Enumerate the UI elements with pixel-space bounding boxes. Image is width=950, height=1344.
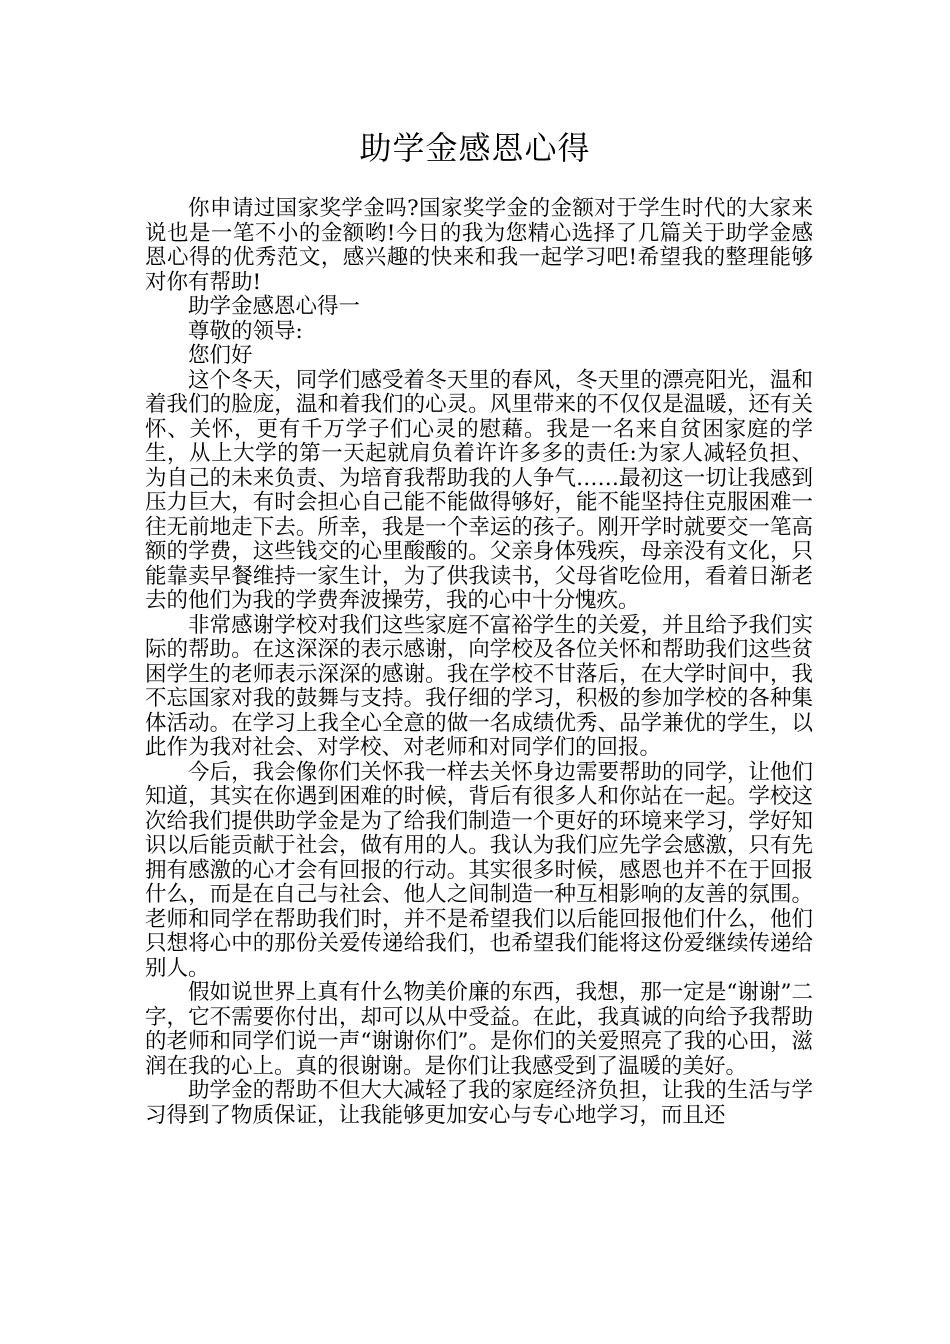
- paragraph-intro: 你申请过国家奖学金吗?国家奖学金的金额对于学生时代的大家来说也是一笔不小的金额哟!今日的我为您精心选择了几篇关于助学金感恩心得的优秀范文，感兴趣的快来和我一起学习吧!希望我的整理能够对你有帮助!: [145, 196, 813, 295]
- paragraph-section-heading: 助学金感恩心得一: [188, 294, 361, 319]
- paragraph-greeting: 您们好: [188, 343, 253, 368]
- paragraph-body-2: 非常感谢学校对我们这些家庭不富裕学生的关爱，并且给予我们实际的帮助。在这深深的表示感谢，向学校及各位关怀和帮助我们这些贫困学生的老师表示深深的感谢。我在学校不甘落后，在大学时间中，我不忘国家对我的鼓舞与支持。我仔细的学习，积极的参加学校的各种集体活动。在学习上我全心全意的做一名成绩优秀、品学兼优的学生，以此作为我对社会、对学校、对老师和对同学们的回报。: [145, 612, 813, 760]
- document-title: 助学金感恩心得: [359, 129, 591, 167]
- paragraph-salutation: 尊敬的领导:: [188, 318, 303, 344]
- paragraph-body-5: 助学金的帮助不但大大减轻了我的家庭经济负担，让我的生活与学习得到了物质保证，让我能够更加安心与专心地学习，而且还: [145, 1078, 813, 1128]
- paragraph-body-1: 这个冬天，同学们感受着冬天里的春风，冬天里的漂亮阳光，温和着我们的脸庞，温和着我们的心灵。风里带来的不仅仅是温暖，还有关怀、关怀，更有千万学子们心灵的慰藉。我是一名来自贫困家庭的学生，从上大学的第一天起就肩负着许许多多的责任:为家人减轻负担、为自己的未来负责、为培育我帮助我的人争气……最初这一切让我感到压力巨大，有时会担心自己能不能做得够好，能不能坚持住克服困难一往无前地走下去。所幸，我是一个幸运的孩子。刚开学时就要交一笔高额的学费，这些钱交的心里酸酸的。父亲身体残疾，母亲没有文化，只能靠卖早餐维持一家生计，为了供我读书，父母省吃俭用，看着日渐老去的他们为我的学费奔波操劳，我的心中十分愧疚。: [145, 367, 813, 613]
- paragraph-body-3: 今后，我会像你们关怀我一样去关怀身边需要帮助的同学，让他们知道，其实在你遇到困难的时候，背后有很多人和你站在一起。学校这次给我们提供助学金是为了给我们制造一个更好的环境来学习，学好知识以后能贡献于社会，做有用的人。我认为我们应先学会感激，只有先拥有感激的心才会有回报的行动。其实很多时候，感恩也并不在于回报什么，而是在自己与社会、他人之间制造一种互相影响的友善的氛围。老师和同学在帮助我们时，并不是希望我们以后能回报他们什么，他们只想将心中的那份关爱传递给我们，也希望我们能将这份爱继续传递给别人。: [145, 759, 813, 981]
- paragraph-body-4: 假如说世界上真有什么物美价廉的东西，我想，那一定是“谢谢”二字，它不需要你付出，却可以从中受益。在此，我真诚的向给予我帮助的老师和同学们说一声“谢谢你们”。是你们的关爱照亮了我的心田，滋润在我的心上。真的很谢谢。是你们让我感受到了温暖的美好。: [145, 980, 813, 1079]
- document-body: [145, 197, 813, 1128]
